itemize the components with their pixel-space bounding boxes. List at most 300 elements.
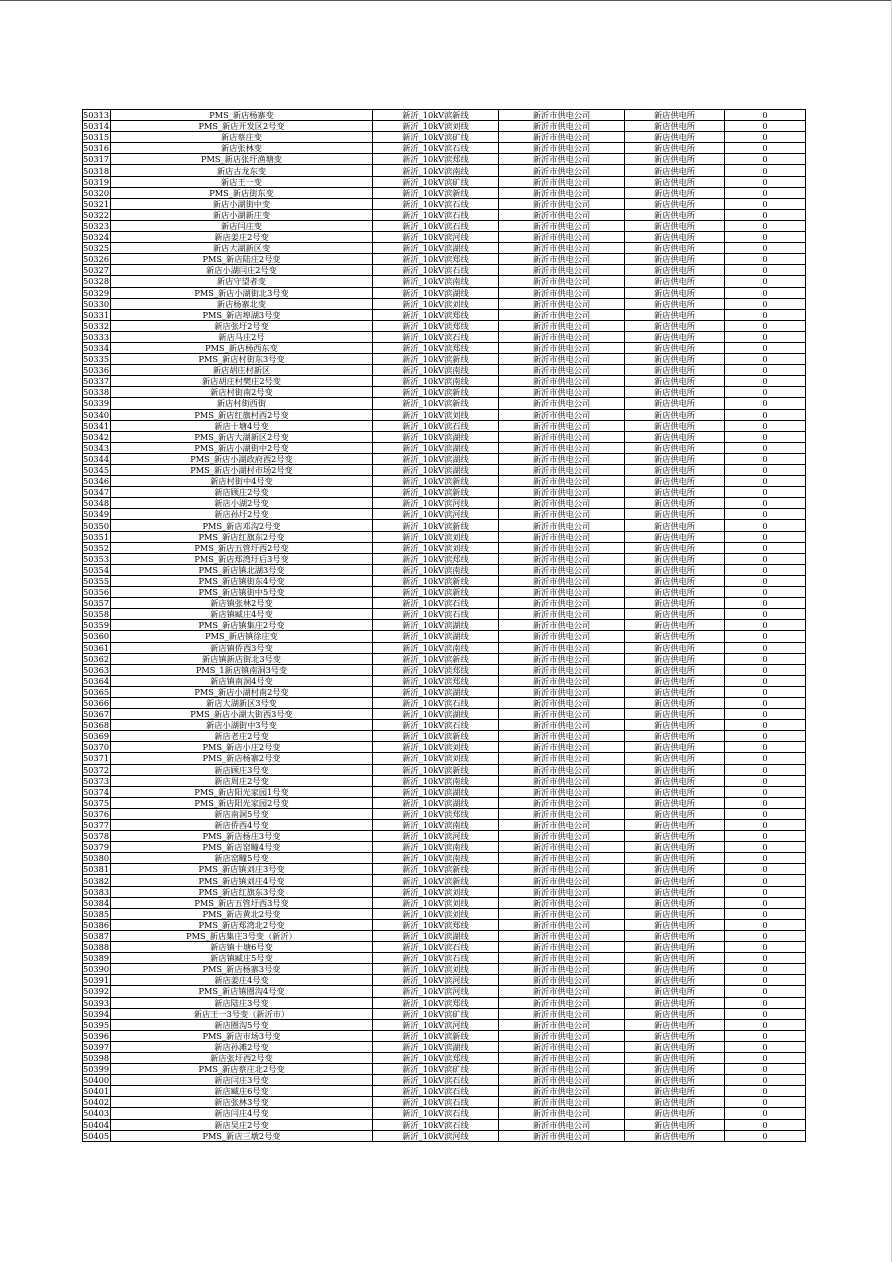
cell-company: 新沂市供电公司 — [499, 975, 625, 986]
cell-station: 新店供电所 — [625, 986, 725, 997]
cell-value: 0 — [725, 309, 806, 320]
cell-company: 新沂市供电公司 — [499, 1119, 625, 1130]
cell-company: 新沂市供电公司 — [499, 143, 625, 154]
cell-company: 新沂市供电公司 — [499, 808, 625, 819]
cell-transformer-name: 新店姜庄2号变 — [111, 232, 373, 243]
cell-id: 50331 — [83, 309, 110, 320]
cell-value: 0 — [725, 376, 806, 387]
cell-feeder-line: 新沂_10kV滨新线 — [373, 875, 499, 886]
cell-feeder-line: 新沂_10kV滨南线 — [373, 842, 499, 853]
cell-value: 0 — [725, 498, 806, 509]
cell-value: 0 — [725, 764, 806, 775]
cell-value: 0 — [725, 786, 806, 797]
cell-company: 新沂市供电公司 — [499, 997, 625, 1008]
cell-transformer-name: PMS_新店大湖新区2号变 — [111, 431, 373, 442]
cell-company: 新沂市供电公司 — [499, 986, 625, 997]
cell-value: 0 — [725, 1064, 806, 1075]
cell-value: 0 — [725, 720, 806, 731]
cell-station: 新店供电所 — [625, 942, 725, 953]
cell-id: 50384 — [83, 897, 110, 908]
table-row — [83, 642, 806, 653]
cell-id: 50336 — [83, 365, 110, 376]
table-row — [83, 753, 806, 764]
cell-company: 新沂市供电公司 — [499, 176, 625, 187]
cell-id: 50340 — [83, 409, 110, 420]
cell-id: 50352 — [83, 542, 110, 553]
cell-station: 新店供电所 — [625, 487, 725, 498]
cell-feeder-line: 新沂_10kV滨刘线 — [373, 542, 499, 553]
table-row — [83, 531, 806, 542]
cell-feeder-line: 新沂_10kV滨石线 — [373, 598, 499, 609]
cell-company: 新沂市供电公司 — [499, 1075, 625, 1086]
table-row — [83, 587, 806, 598]
cell-company: 新沂市供电公司 — [499, 587, 625, 598]
cell-station: 新店供电所 — [625, 531, 725, 542]
cell-transformer-name: 新店老庄2号变 — [111, 731, 373, 742]
cell-id: 50377 — [83, 820, 110, 831]
cell-station: 新店供电所 — [625, 342, 725, 353]
cell-company: 新沂市供电公司 — [499, 886, 625, 897]
table-row — [83, 853, 806, 864]
cell-feeder-line: 新沂_10kV滨湖线 — [373, 786, 499, 797]
cell-transformer-name: 新店镇十塘6号变 — [111, 942, 373, 953]
cell-id: 50379 — [83, 842, 110, 853]
cell-id: 50350 — [83, 520, 110, 531]
cell-station: 新店供电所 — [625, 575, 725, 586]
cell-company: 新沂市供电公司 — [499, 553, 625, 564]
cell-feeder-line: 新沂_10kV滨南线 — [373, 376, 499, 387]
cell-feeder-line: 新沂_10kV滨郑线 — [373, 154, 499, 165]
cell-value: 0 — [725, 320, 806, 331]
cell-value: 0 — [725, 1052, 806, 1063]
cell-station: 新店供电所 — [625, 731, 725, 742]
table-row — [83, 398, 806, 409]
cell-id: 50346 — [83, 476, 110, 487]
cell-id: 50403 — [83, 1108, 110, 1119]
cell-company: 新沂市供电公司 — [499, 930, 625, 941]
cell-value: 0 — [725, 420, 806, 431]
cell-transformer-name: 新店闫庄变 — [111, 220, 373, 231]
cell-feeder-line: 新沂_10kV滨郑线 — [373, 1052, 499, 1063]
cell-feeder-line: 新沂_10kV滨矿线 — [373, 1064, 499, 1075]
cell-id: 50356 — [83, 587, 110, 598]
cell-transformer-name: PMS_新店镇刘庄4号变 — [111, 875, 373, 886]
table-row — [83, 243, 806, 254]
cell-feeder-line: 新沂_10kV滨矿线 — [373, 176, 499, 187]
table-row — [83, 831, 806, 842]
table-row — [83, 287, 806, 298]
cell-id: 50328 — [83, 276, 110, 287]
cell-value: 0 — [725, 709, 806, 720]
table-row — [83, 1086, 806, 1097]
cell-company: 新沂市供电公司 — [499, 298, 625, 309]
cell-feeder-line: 新沂_10kV滨郑线 — [373, 664, 499, 675]
cell-company: 新沂市供电公司 — [499, 598, 625, 609]
cell-id: 50371 — [83, 753, 110, 764]
cell-transformer-name: 新店侨西4号变 — [111, 820, 373, 831]
cell-value: 0 — [725, 132, 806, 143]
cell-transformer-name: 新店镇臧庄5号变 — [111, 953, 373, 964]
page-top-border — [0, 0, 892, 1]
cell-company: 新沂市供电公司 — [499, 864, 625, 875]
cell-id: 50361 — [83, 642, 110, 653]
cell-company: 新沂市供电公司 — [499, 564, 625, 575]
cell-id: 50369 — [83, 731, 110, 742]
cell-transformer-name: 新店南洞5号变 — [111, 808, 373, 819]
cell-value: 0 — [725, 409, 806, 420]
cell-feeder-line: 新沂_10kV滨刘线 — [373, 121, 499, 132]
cell-company: 新沂市供电公司 — [499, 742, 625, 753]
cell-value: 0 — [725, 209, 806, 220]
cell-id: 50345 — [83, 465, 110, 476]
cell-transformer-name: 新店马庄2号 — [111, 331, 373, 342]
cell-feeder-line: 新沂_10kV滨新线 — [373, 398, 499, 409]
cell-transformer-name: 新店小湖新庄变 — [111, 209, 373, 220]
table-row — [83, 986, 806, 997]
table-row — [83, 520, 806, 531]
cell-company: 新沂市供电公司 — [499, 842, 625, 853]
cell-value: 0 — [725, 1108, 806, 1119]
cell-transformer-name: 新店王一3号变（新沂市） — [111, 1008, 373, 1019]
cell-transformer-name: PMS_新店郑湾圩后3号变 — [111, 553, 373, 564]
cell-transformer-name: PMS_新店三墩2号变 — [111, 1130, 373, 1141]
cell-value: 0 — [725, 298, 806, 309]
cell-id: 50383 — [83, 886, 110, 897]
table-row — [83, 187, 806, 198]
table-row — [83, 1041, 806, 1052]
cell-id: 50323 — [83, 220, 110, 231]
cell-transformer-name: 新店镇臧庄4号变 — [111, 609, 373, 620]
cell-company: 新沂市供电公司 — [499, 831, 625, 842]
cell-id: 50381 — [83, 864, 110, 875]
cell-company: 新沂市供电公司 — [499, 354, 625, 365]
cell-transformer-name: PMS_1新店镇南洞3号变 — [111, 664, 373, 675]
cell-id: 50368 — [83, 720, 110, 731]
cell-transformer-name: 新店张圩西2号变 — [111, 1052, 373, 1063]
cell-station: 新店供电所 — [625, 609, 725, 620]
cell-id: 50402 — [83, 1097, 110, 1108]
cell-company: 新沂市供电公司 — [499, 531, 625, 542]
cell-feeder-line: 新沂_10kV滨南线 — [373, 564, 499, 575]
cell-transformer-name: PMS_新店红旗东2号变 — [111, 531, 373, 542]
table-row — [83, 331, 806, 342]
cell-company: 新沂市供电公司 — [499, 398, 625, 409]
cell-transformer-name: PMS_新店小湖政府西2号变 — [111, 453, 373, 464]
cell-transformer-name: 新店张圩2号变 — [111, 320, 373, 331]
cell-feeder-line: 新沂_10kV滨郑线 — [373, 997, 499, 1008]
cell-station: 新店供电所 — [625, 298, 725, 309]
cell-company: 新沂市供电公司 — [499, 265, 625, 276]
table-row — [83, 675, 806, 686]
cell-value: 0 — [725, 121, 806, 132]
cell-station: 新店供电所 — [625, 1019, 725, 1030]
table-row — [83, 997, 806, 1008]
table-row — [83, 919, 806, 930]
cell-station: 新店供电所 — [625, 220, 725, 231]
cell-value: 0 — [725, 875, 806, 886]
cell-company: 新沂市供电公司 — [499, 520, 625, 531]
table-row — [83, 176, 806, 187]
cell-value: 0 — [725, 919, 806, 930]
cell-value: 0 — [725, 476, 806, 487]
cell-value: 0 — [725, 975, 806, 986]
cell-value: 0 — [725, 908, 806, 919]
cell-transformer-name: PMS_新店黄北2号变 — [111, 908, 373, 919]
cell-company: 新沂市供电公司 — [499, 442, 625, 453]
cell-station: 新店供电所 — [625, 143, 725, 154]
cell-company: 新沂市供电公司 — [499, 431, 625, 442]
cell-company: 新沂市供电公司 — [499, 254, 625, 265]
cell-value: 0 — [725, 465, 806, 476]
cell-station: 新店供电所 — [625, 1030, 725, 1041]
cell-id: 50404 — [83, 1119, 110, 1130]
cell-station: 新店供电所 — [625, 365, 725, 376]
cell-transformer-name: 新店镇南洞4号变 — [111, 675, 373, 686]
cell-station: 新店供电所 — [625, 1086, 725, 1097]
cell-feeder-line: 新沂_10kV滨新线 — [373, 354, 499, 365]
cell-feeder-line: 新沂_10kV滨湖线 — [373, 431, 499, 442]
cell-value: 0 — [725, 520, 806, 531]
cell-id: 50355 — [83, 575, 110, 586]
cell-value: 0 — [725, 254, 806, 265]
cell-value: 0 — [725, 287, 806, 298]
cell-feeder-line: 新沂_10kV滨刘线 — [373, 886, 499, 897]
cell-id: 50339 — [83, 398, 110, 409]
cell-id: 50376 — [83, 808, 110, 819]
cell-id: 50393 — [83, 997, 110, 1008]
table-row — [83, 453, 806, 464]
cell-value: 0 — [725, 1019, 806, 1030]
cell-id: 50348 — [83, 498, 110, 509]
cell-transformer-name: PMS_新店杨寨3号变 — [111, 964, 373, 975]
cell-feeder-line: 新沂_10kV滨南线 — [373, 165, 499, 176]
cell-station: 新店供电所 — [625, 786, 725, 797]
table-row — [83, 953, 806, 964]
cell-value: 0 — [725, 487, 806, 498]
table-row — [83, 575, 806, 586]
cell-transformer-name: PMS_新店杨寨2号变 — [111, 753, 373, 764]
cell-company: 新沂市供电公司 — [499, 165, 625, 176]
cell-station: 新店供电所 — [625, 453, 725, 464]
cell-id: 50378 — [83, 831, 110, 842]
cell-station: 新店供电所 — [625, 775, 725, 786]
table-row — [83, 542, 806, 553]
cell-transformer-name: PMS_新店市场3号变 — [111, 1030, 373, 1041]
cell-id: 50372 — [83, 764, 110, 775]
cell-station: 新店供电所 — [625, 686, 725, 697]
table-row — [83, 220, 806, 231]
cell-id: 50347 — [83, 487, 110, 498]
cell-transformer-name: PMS_新店镇街中5号变 — [111, 587, 373, 598]
cell-id: 50366 — [83, 698, 110, 709]
cell-feeder-line: 新沂_10kV滨湖线 — [373, 709, 499, 720]
cell-station: 新店供电所 — [625, 564, 725, 575]
cell-transformer-name: 新店大湖新区变 — [111, 243, 373, 254]
cell-id: 50375 — [83, 797, 110, 808]
table-row — [83, 1119, 806, 1130]
cell-transformer-name: PMS_新店红旗村西2号变 — [111, 409, 373, 420]
cell-station: 新店供电所 — [625, 1097, 725, 1108]
cell-station: 新店供电所 — [625, 198, 725, 209]
cell-station: 新店供电所 — [625, 331, 725, 342]
cell-value: 0 — [725, 365, 806, 376]
table-row — [83, 842, 806, 853]
table-row — [83, 320, 806, 331]
cell-value: 0 — [725, 753, 806, 764]
cell-feeder-line: 新沂_10kV滨湖线 — [373, 686, 499, 697]
cell-company: 新沂市供电公司 — [499, 287, 625, 298]
cell-value: 0 — [725, 1075, 806, 1086]
cell-company: 新沂市供电公司 — [499, 797, 625, 808]
cell-station: 新店供电所 — [625, 520, 725, 531]
cell-id: 50317 — [83, 154, 110, 165]
cell-station: 新店供电所 — [625, 309, 725, 320]
cell-station: 新店供电所 — [625, 1041, 725, 1052]
cell-station: 新店供电所 — [625, 620, 725, 631]
cell-feeder-line: 新沂_10kV滨湖线 — [373, 930, 499, 941]
cell-station: 新店供电所 — [625, 864, 725, 875]
table-row — [83, 265, 806, 276]
cell-company: 新沂市供电公司 — [499, 232, 625, 243]
cell-station: 新店供电所 — [625, 808, 725, 819]
cell-value: 0 — [725, 453, 806, 464]
cell-id: 50319 — [83, 176, 110, 187]
table-row — [83, 875, 806, 886]
cell-feeder-line: 新沂_10kV滨刘线 — [373, 753, 499, 764]
cell-value: 0 — [725, 942, 806, 953]
cell-feeder-line: 新沂_10kV滨新线 — [373, 575, 499, 586]
cell-feeder-line: 新沂_10kV滨南线 — [373, 820, 499, 831]
cell-transformer-name: 新店小湖闫庄2号变 — [111, 265, 373, 276]
cell-transformer-name: PMS_新店街东变 — [111, 187, 373, 198]
cell-transformer-name: 新店张林3号变 — [111, 1097, 373, 1108]
cell-station: 新店供电所 — [625, 1130, 725, 1141]
cell-transformer-name: 新店窑疃5号变 — [111, 853, 373, 864]
cell-feeder-line: 新沂_10kV滨石线 — [373, 1075, 499, 1086]
cell-id: 50363 — [83, 664, 110, 675]
cell-station: 新店供电所 — [625, 930, 725, 941]
cell-station: 新店供电所 — [625, 154, 725, 165]
cell-company: 新沂市供电公司 — [499, 453, 625, 464]
cell-transformer-name: 新店吴庄2号变 — [111, 1119, 373, 1130]
cell-feeder-line: 新沂_10kV滨刘线 — [373, 409, 499, 420]
cell-station: 新店供电所 — [625, 753, 725, 764]
cell-station: 新店供电所 — [625, 642, 725, 653]
cell-station: 新店供电所 — [625, 420, 725, 431]
cell-transformer-name: PMS_新店小庄2号变 — [111, 742, 373, 753]
cell-value: 0 — [725, 509, 806, 520]
table-row — [83, 309, 806, 320]
cell-company: 新沂市供电公司 — [499, 110, 625, 121]
table-row — [83, 564, 806, 575]
cell-transformer-name: 新店大湖新区3号变 — [111, 697, 373, 708]
cell-value: 0 — [725, 1041, 806, 1052]
table-row — [83, 232, 806, 243]
cell-company: 新沂市供电公司 — [499, 753, 625, 764]
cell-feeder-line: 新沂_10kV滨郑线 — [373, 320, 499, 331]
cell-value: 0 — [725, 331, 806, 342]
cell-feeder-line: 新沂_10kV滨刘线 — [373, 742, 499, 753]
cell-feeder-line: 新沂_10kV滨刘线 — [373, 897, 499, 908]
cell-value: 0 — [725, 232, 806, 243]
cell-company: 新沂市供电公司 — [499, 465, 625, 476]
cell-station: 新店供电所 — [625, 964, 725, 975]
table-row — [83, 808, 806, 819]
cell-station: 新店供电所 — [625, 908, 725, 919]
cell-value: 0 — [725, 342, 806, 353]
cell-value: 0 — [725, 143, 806, 154]
cell-company: 新沂市供电公司 — [499, 187, 625, 198]
cell-company: 新沂市供电公司 — [499, 1030, 625, 1041]
cell-id: 50342 — [83, 431, 110, 442]
cell-transformer-name: 新店顾庄3号变 — [111, 764, 373, 775]
cell-value: 0 — [725, 653, 806, 664]
cell-transformer-name: 新店十塘4号变 — [111, 420, 373, 431]
cell-transformer-name: PMS_新店小湖村市场2号变 — [111, 465, 373, 476]
cell-feeder-line: 新沂_10kV滨新线 — [373, 520, 499, 531]
cell-feeder-line: 新沂_10kV滨河线 — [373, 831, 499, 842]
cell-id: 50401 — [83, 1086, 110, 1097]
cell-company: 新沂市供电公司 — [499, 642, 625, 653]
cell-company: 新沂市供电公司 — [499, 1086, 625, 1097]
cell-station: 新店供电所 — [625, 587, 725, 598]
cell-company: 新沂市供电公司 — [499, 953, 625, 964]
cell-station: 新店供电所 — [625, 542, 725, 553]
cell-feeder-line: 新沂_10kV滨新线 — [373, 487, 499, 498]
table-row — [83, 132, 806, 143]
cell-company: 新沂市供电公司 — [499, 243, 625, 254]
cell-feeder-line: 新沂_10kV滨刘线 — [373, 908, 499, 919]
cell-station: 新店供电所 — [625, 498, 725, 509]
cell-company: 新沂市供电公司 — [499, 964, 625, 975]
cell-id: 50398 — [83, 1053, 110, 1064]
cell-company: 新沂市供电公司 — [499, 620, 625, 631]
cell-station: 新店供电所 — [625, 1052, 725, 1063]
cell-value: 0 — [725, 775, 806, 786]
cell-feeder-line: 新沂_10kV滨湖线 — [373, 465, 499, 476]
cell-transformer-name: 新店村街西街 — [111, 398, 373, 409]
cell-id: 50365 — [83, 686, 110, 697]
cell-station: 新店供电所 — [625, 1119, 725, 1130]
cell-value: 0 — [725, 808, 806, 819]
cell-transformer-name: 新店杨寨北变 — [111, 298, 373, 309]
cell-value: 0 — [725, 642, 806, 653]
cell-value: 0 — [725, 387, 806, 398]
cell-id: 50351 — [83, 531, 110, 542]
cell-company: 新沂市供电公司 — [499, 575, 625, 586]
cell-company: 新沂市供电公司 — [499, 1019, 625, 1030]
cell-id: 50335 — [83, 354, 110, 365]
cell-transformer-name: PMS_新店阳光家园1号变 — [111, 786, 373, 797]
table-row — [83, 1130, 806, 1141]
cell-feeder-line: 新沂_10kV滨河线 — [373, 232, 499, 243]
table-row — [83, 110, 806, 121]
cell-feeder-line: 新沂_10kV滨河线 — [373, 1130, 499, 1141]
cell-company: 新沂市供电公司 — [499, 420, 625, 431]
cell-transformer-name: PMS_新店杨西东变 — [111, 342, 373, 353]
cell-station: 新店供电所 — [625, 232, 725, 243]
cell-station: 新店供电所 — [625, 1008, 725, 1019]
cell-station: 新店供电所 — [625, 431, 725, 442]
cell-station: 新店供电所 — [625, 132, 725, 143]
cell-feeder-line: 新沂_10kV滨郑线 — [373, 342, 499, 353]
cell-transformer-name: 新店孙圩2号变 — [111, 509, 373, 520]
cell-id: 50322 — [83, 209, 110, 220]
cell-transformer-name: PMS_新店红旗东3号变 — [111, 886, 373, 897]
cell-transformer-name: 新店小湖2号变 — [111, 498, 373, 509]
cell-station: 新店供电所 — [625, 598, 725, 609]
cell-value: 0 — [725, 243, 806, 254]
